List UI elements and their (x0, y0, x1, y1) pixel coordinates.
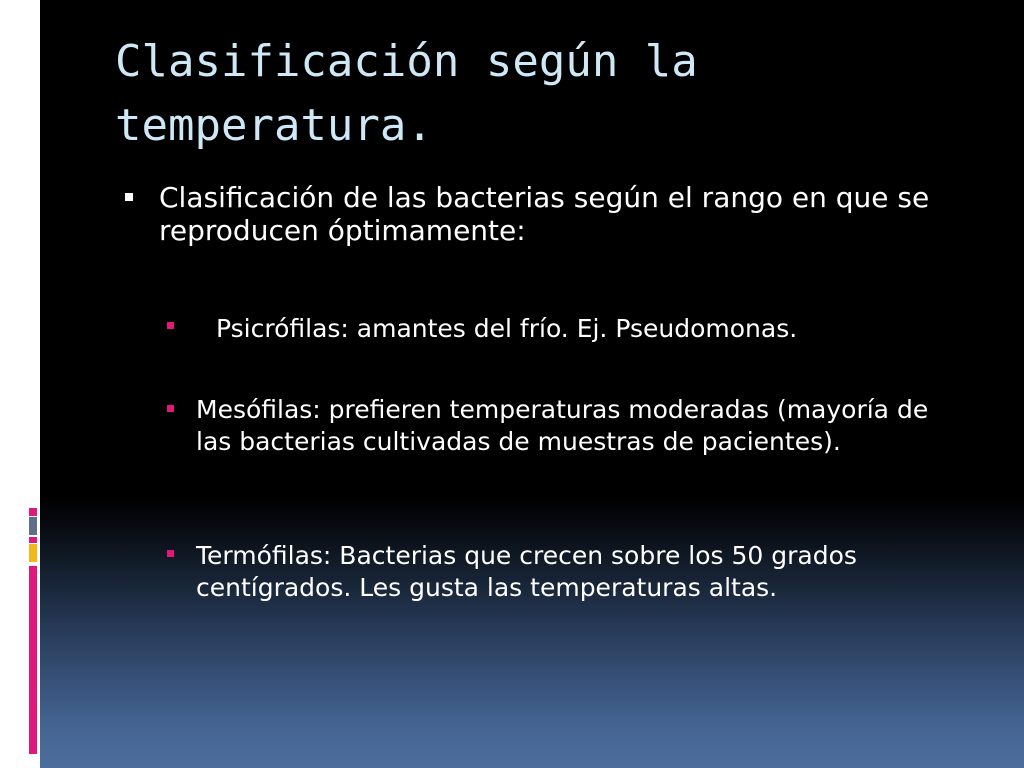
square-bullet-icon (125, 193, 133, 201)
bullet-item-text: Psicrófilas: amantes del frío. Ej. Pseudomonas. (216, 314, 798, 343)
square-bullet-icon (167, 322, 174, 329)
square-bullet-icon (167, 550, 174, 557)
slide-title: Clasificación según la temperatura. (115, 36, 698, 151)
square-bullet-icon (167, 405, 174, 412)
bullet-intro-text: Clasificación de las bacterias según el rango en que se reproducen óptimamente: (159, 181, 930, 247)
bullet-item-text: Mesófilas: prefieren temperaturas moderadas (mayoría de las bacterias cultivadas de muestras de pacientes). (196, 395, 929, 456)
bullet-item-text: Termófilas: Bacterias que crecen sobre los 50 grados centígrados. Les gusta las temperaturas altas. (196, 541, 857, 602)
